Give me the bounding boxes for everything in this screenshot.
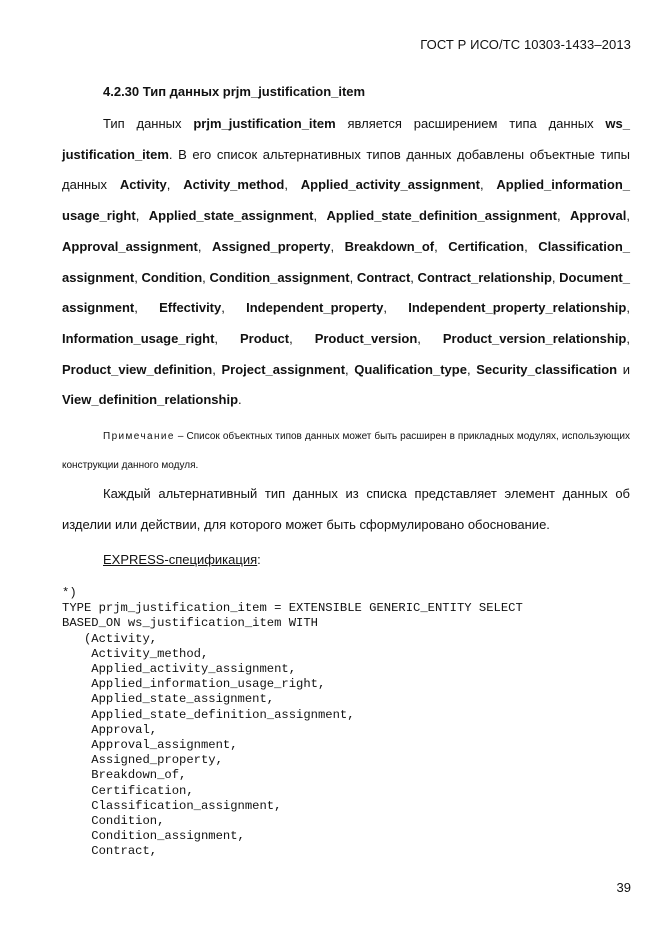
entity-type: Classification_ assignment: [62, 238, 630, 285]
entity-type: Condition: [141, 269, 203, 285]
code-line: Condition_assignment,: [62, 829, 245, 844]
entity-type: Contract_relationship: [417, 269, 552, 285]
code-line: Activity_method,: [62, 646, 209, 661]
code-line: Applied_activity_assignment,: [62, 662, 297, 677]
entity-type: Independent_property: [246, 300, 384, 316]
express-colon: :: [257, 552, 261, 567]
document-header: ГОСТ Р ИСО/ТС 10303-1433–2013: [420, 37, 631, 52]
entity-type: Condition_assignment: [209, 269, 350, 285]
code-line: Applied_state_assignment,: [62, 692, 275, 707]
code-line: Applied_state_definition_assignment,: [62, 707, 355, 722]
entity-type: Contract: [356, 269, 411, 285]
entity-type: Product_view_definition: [62, 361, 213, 377]
note: [62, 422, 630, 480]
type-name: prjm_justification_item: [193, 116, 336, 131]
entity-type: Approval: [570, 208, 627, 224]
entity-type: Independent_property_relationship: [408, 300, 627, 316]
entity-type: Effectivity: [159, 300, 222, 316]
entity-type: Activity_method: [183, 177, 285, 193]
entity-type: Product_version: [314, 330, 418, 346]
entity-type: Applied_state_definition_assignment: [326, 208, 557, 224]
base-type-name: ws_ justification_item: [62, 116, 630, 162]
paragraph-end: .: [238, 392, 242, 408]
entity-type: Qualification_type: [354, 361, 467, 377]
paragraph-text: Каждый альтернативный тип данных из списка представляет элемент данных об изделии или действии, для которого может быть сформулировано обоснование.: [62, 486, 630, 532]
page-number: 39: [616, 880, 631, 895]
entity-type-list: Activity, Activity_method, Applied_activity_assignment, Applied_information_ usage_right, Applied_state_assignment, Applied_state_definition_assignment, Approval, Approval_assignment, Assigned_property, Breakdown_of, Certification, Classification_ assignment, Condition, Condition_assignment, Contract, Contract_relationship, Document_ assignment, Effectivity, Independent_property, Independent_property_relationship, Information_usage_right, Product, Product_version, Product_version_relationship, Product_view_definition, Project_assignment, Qualification_type, Security_classification: [62, 177, 630, 377]
description-paragraph: [62, 109, 630, 416]
note-dash: –: [174, 431, 187, 442]
code-line: BASED_ON ws_justification_item WITH: [62, 616, 318, 631]
entity-type: Document_ assignment: [62, 269, 630, 316]
code-line: Contract,: [62, 844, 158, 859]
paragraph-text: является расширением типа данных: [335, 116, 606, 131]
express-heading: [103, 552, 261, 567]
code-line: Assigned_property,: [62, 753, 223, 768]
entity-type: Assigned_property: [211, 238, 331, 254]
code-line: Classification_assignment,: [62, 798, 282, 813]
code-line: (Activity,: [62, 631, 158, 646]
note-label: Примечание: [103, 431, 175, 442]
code-line: Breakdown_of,: [62, 768, 187, 783]
entity-type: Information_usage_right: [62, 330, 215, 346]
entity-type: Breakdown_of: [344, 238, 435, 254]
entity-type: Project_assignment: [221, 361, 346, 377]
code-line: TYPE prjm_justification_item = EXTENSIBLE GENERIC_ENTITY SELECT: [62, 601, 523, 616]
entity-type: View_definition_relationship: [62, 392, 239, 408]
code-line: Approval_assignment,: [62, 738, 238, 753]
conjunction: и: [617, 361, 630, 377]
explanation-paragraph: [62, 479, 630, 540]
code-line: *): [62, 586, 77, 600]
paragraph-text: Тип данных: [103, 116, 194, 131]
entity-type: Applied_state_assignment: [148, 208, 314, 224]
code-line: Condition,: [62, 814, 165, 829]
code-line: Certification,: [62, 783, 194, 798]
paragraph-text: . В его список альтернативных типов данных добавлены объектные типы данных: [62, 146, 630, 193]
entity-type: Activity: [119, 177, 167, 193]
entity-type: Product_version_relationship: [442, 330, 627, 346]
section-title: 4.2.30 Тип данных prjm_justification_item: [103, 84, 366, 99]
entity-type: Product: [240, 330, 290, 346]
express-code-block: [62, 586, 523, 860]
express-title: EXPRESS-спецификация: [103, 552, 258, 567]
entity-type: Security_classification: [476, 361, 618, 377]
code-line: Applied_information_usage_right,: [62, 677, 326, 692]
entity-type: Applied_activity_assignment: [300, 177, 480, 193]
entity-type: Approval_assignment: [62, 238, 198, 254]
entity-type: Certification: [448, 238, 525, 254]
code-line: Approval,: [62, 722, 158, 737]
entity-type: Applied_information_ usage_right: [62, 177, 630, 224]
note-text: Список объектных типов данных может быть расширен в прикладных модулях, использующих конструкции данного модуля.: [62, 431, 630, 471]
